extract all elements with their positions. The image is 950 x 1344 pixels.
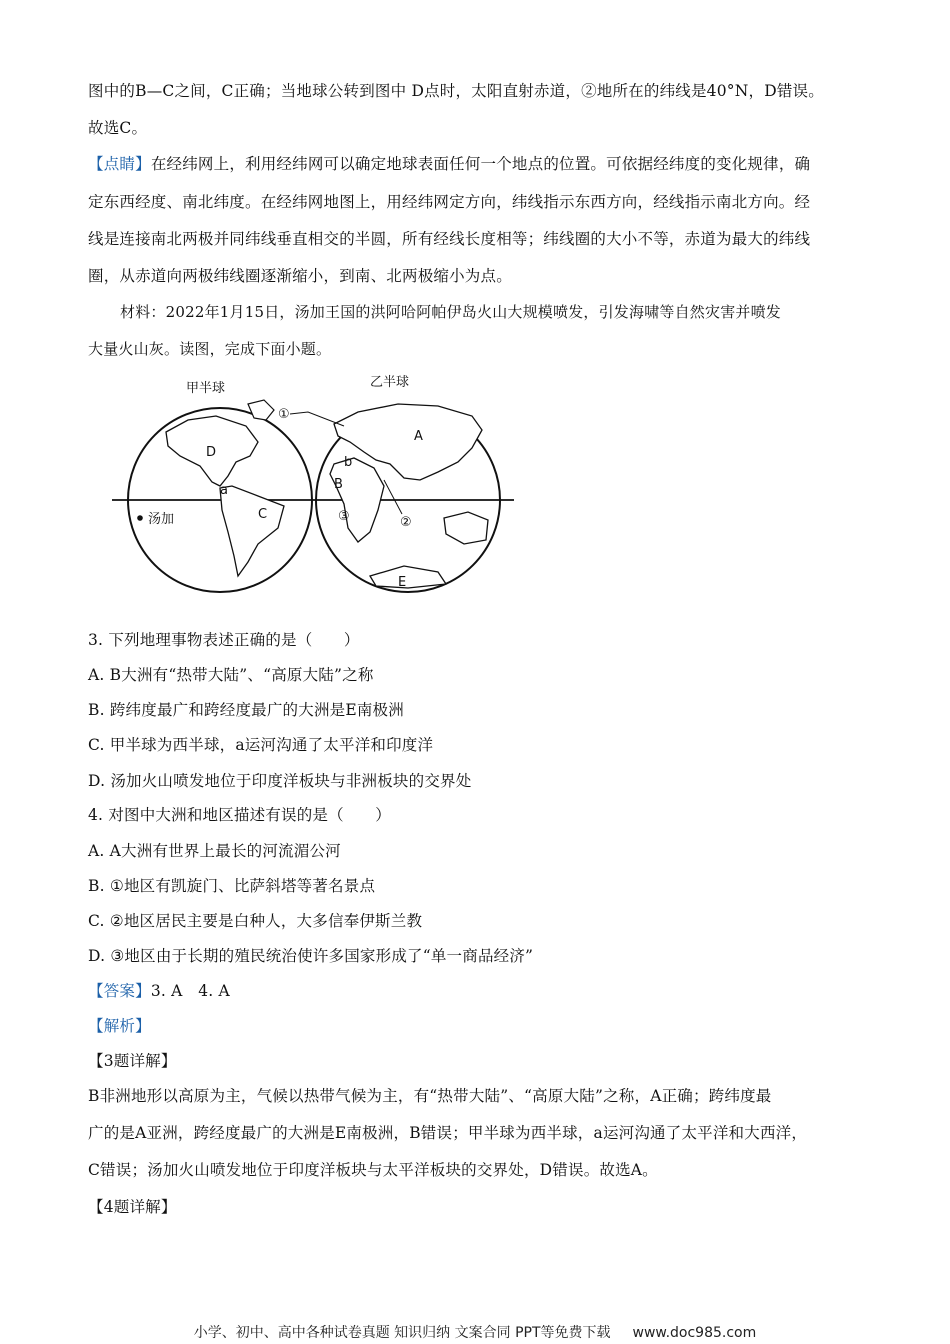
footer-text: 小学、初中、高中各种试卷真题 知识归纳 文案合同 PPT等免费下载 [193,1325,611,1341]
east-hemisphere-title: 乙半球 [370,375,410,390]
q3-option-d: D. 汤加火山喷发地位于印度洋板块与非洲板块的交界处 [88,772,472,790]
tip-paragraph-line-1 [88,153,810,175]
tip-label: 【点睛】 [88,155,151,173]
analysis-label: 【解析】 [88,1017,151,1035]
answer-line [88,980,230,1002]
label-c: C [258,507,268,522]
hemisphere-map-svg [108,368,518,598]
tip-paragraph-line-4: 圈，从赤道向两极纬线圈逐渐缩小，到南、北两极缩小为点。 [88,267,512,285]
label-region-2: ② [400,515,412,530]
label-e: E [398,575,407,590]
q3-option-c: C. 甲半球为西半球，a运河沟通了太平洋和印度洋 [88,736,434,754]
q4-option-a: A. A大洲有世界上最长的河流湄公河 [88,842,341,860]
q3-stem: 3. 下列地理事物表述正确的是（ ） [88,631,360,649]
material-line-1: 材料：2022年1月15日，汤加王国的洪阿哈阿帕伊岛火山大规模喷发，引发海啸等自然灾害并喷发 [120,303,782,321]
footer-url[interactable]: www.doc985.com [632,1325,757,1341]
prev-analysis-line-2: 故选C。 [88,119,148,137]
west-hemisphere-title: 甲半球 [186,381,226,396]
tip-paragraph-line-2: 定东西经度、南北纬度。在经纬网地图上，用经纬网定方向，纬线指示东西方向，经线指示南北方向。经 [88,193,811,211]
label-d: D [206,445,217,460]
q4-option-c: C. ②地区居民主要是白种人，大多信奉伊斯兰教 [88,912,423,930]
page-footer [0,1322,950,1342]
tonga-label: 汤加 [148,512,175,527]
label-b-canal: b [344,455,353,470]
q4-option-b: B. ①地区有凯旋门、比萨斜塔等著名景点 [88,877,376,895]
material-line-2: 大量火山灰。读图，完成下面小题。 [88,340,332,358]
tonga-dot [137,515,143,521]
greenland-shape [248,400,274,420]
label-a-continent: A [414,429,423,444]
tip-text-1: 在经纬网上，利用经纬网可以确定地球表面任何一个地点的位置。可依据经纬度的变化规律，确 [150,155,811,173]
q3-option-b: B. 跨纬度最广和跨经度最广的大洲是E南极洲 [88,701,404,719]
pointer-line-2 [384,480,402,514]
detail3-line-1: B非洲地形以高原为主，气候以热带气候为主，有“热带大陆”、“高原大陆”之称，A正确；跨纬度最 [88,1087,772,1105]
q4-option-d: D. ③地区由于长期的殖民统治使许多国家形成了“单一商品经济” [88,947,534,965]
detail3-line-3: C错误；汤加火山喷发地位于印度洋板块与太平洋板块的交界处，D错误。故选A。 [88,1161,658,1179]
answer-label: 【答案】 [88,982,151,1000]
prev-analysis-line-1: 图中的B—C之间，C正确；当地球公转到图中 D点时，太阳直射赤道，②地所在的纬线是40°N，D错误。 [88,82,824,100]
label-region-1: ① [278,407,290,422]
tip-paragraph-line-3: 线是连接南北两极并同纬线垂直相交的半圆，所有经线长度相等；纬线圈的大小不等，赤道为最大的纬线 [88,230,811,248]
q4-stem: 4. 对图中大洲和地区描述有误的是（ ） [88,806,391,824]
label-a-canal: a [220,483,228,498]
antarctica-shape [370,566,446,588]
label-b-continent: B [334,477,343,492]
detail3-label: 【3题详解】 [88,1052,177,1070]
hemisphere-map [108,368,518,598]
q3-option-a: A. B大洲有“热带大陆”、“高原大陆”之称 [88,666,374,684]
detail3-line-2: 广的是A亚洲，跨经度最广的大洲是E南极洲，B错误；甲半球为西半球，a运河沟通了太平洋和大西洋， [88,1124,808,1142]
answer-text: 3. A 4. A [150,982,230,1000]
australia-shape [444,512,488,544]
label-region-3: ③ [338,509,350,524]
detail4-label: 【4题详解】 [88,1198,177,1216]
